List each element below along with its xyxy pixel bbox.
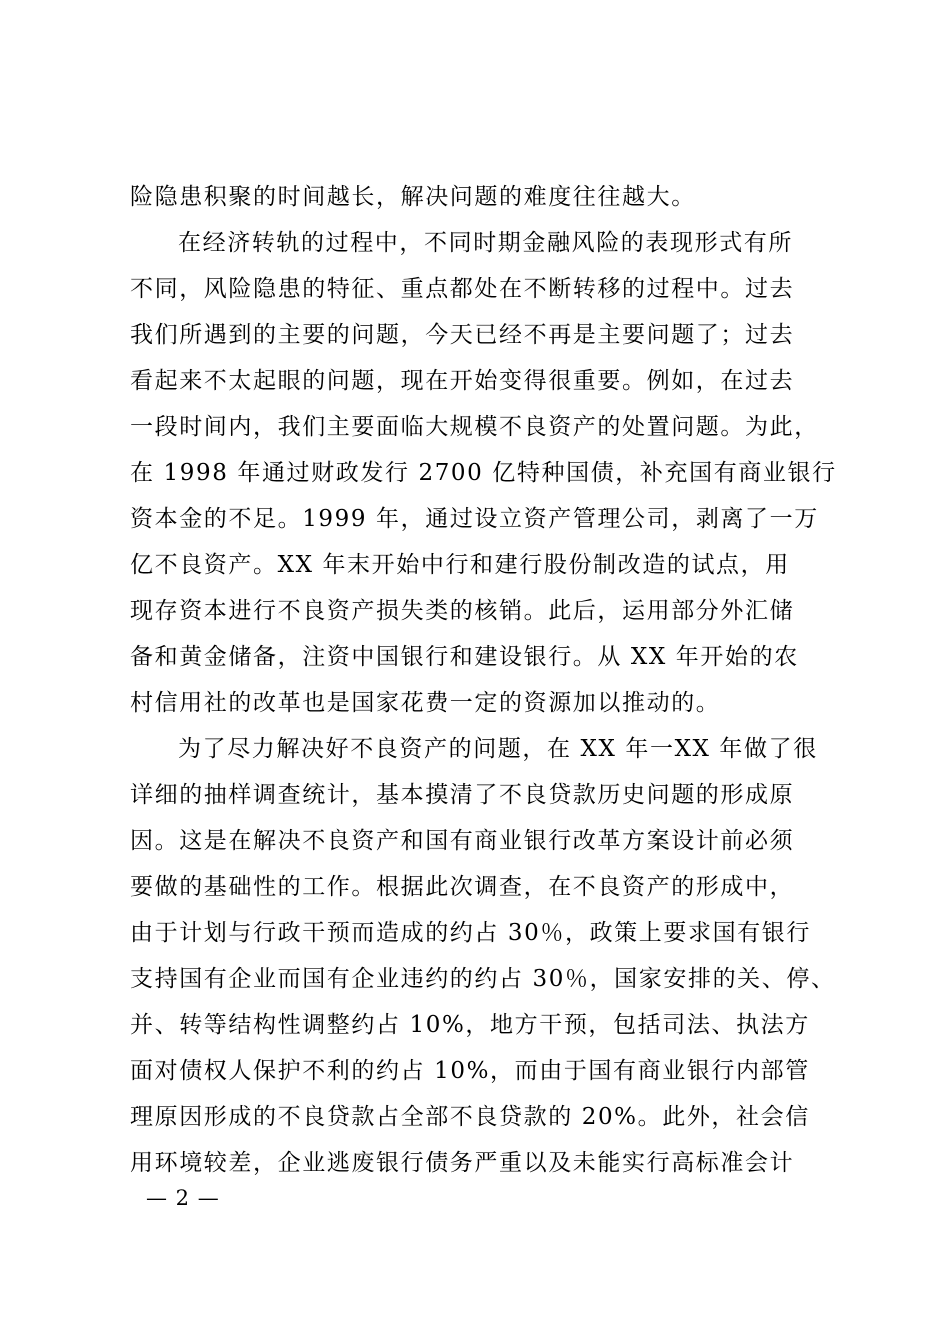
text-line: 一段时间内，我们主要面临大规模不良资产的处置问题。为此，	[130, 414, 819, 440]
text-line: 不同，风险隐患的特征、重点都处在不断转移的过程中。过去	[130, 276, 795, 302]
text-line: 用环境较差，企业逃废银行债务严重以及未能实行高标准会计	[130, 1150, 795, 1176]
text-line: 为了尽力解决好不良资产的问题，在 XX 年一XX 年做了很	[178, 736, 818, 762]
text-line: 险隐患积聚的时间越长，解决问题的难度往往越大。	[130, 184, 696, 210]
text-line: 我们所遇到的主要的问题，今天已经不再是主要问题了；过去	[130, 322, 795, 348]
text-line: 村信用社的改革也是国家花费一定的资源加以推动的。	[130, 690, 721, 716]
text-line: 由于计划与行政干预而造成的约占 30％，政策上要求国有银行	[130, 920, 811, 946]
text-line: 亿不良资产。XX 年末开始中行和建行股份制改造的试点，用	[130, 552, 790, 578]
text-line: 理原因形成的不良贷款占全部不良贷款的 20%。此外，社会信	[130, 1104, 810, 1130]
text-line: 详细的抽样调查统计，基本摸清了不良贷款历史问题的形成原	[130, 782, 795, 808]
text-line: 现存资本进行不良资产损失类的核销。此后，运用部分外汇储	[130, 598, 795, 624]
text-line: 面对债权人保护不利的约占 10%，而由于国有商业银行内部管	[130, 1058, 810, 1084]
text-line: 看起来不太起眼的问题，现在开始变得很重要。例如，在过去	[130, 368, 795, 394]
text-line: 在经济转轨的过程中，不同时期金融风险的表现形式有所	[178, 230, 793, 256]
page-number: — 2 —	[146, 1186, 220, 1210]
text-line: 要做的基础性的工作。根据此次调查，在不良资产的形成中，	[130, 874, 795, 900]
text-line: 备和黄金储备，注资中国银行和建设银行。从 XX 年开始的农	[130, 644, 799, 670]
text-line: 并、转等结构性调整约占 10%，地方干预，包括司法、执法方	[130, 1012, 810, 1038]
text-line: 资本金的不足。1999 年，通过设立资产管理公司，剥离了一万	[130, 506, 819, 532]
text-line: 支持国有企业而国有企业违约的约占 30％，国家安排的关、停、	[130, 966, 836, 992]
text-line: 在 1998 年通过财政发行 2700 亿特种国债，补充国有商业银行	[130, 460, 837, 486]
text-line: 因。这是在解决不良资产和国有商业银行改革方案设计前必须	[130, 828, 795, 854]
